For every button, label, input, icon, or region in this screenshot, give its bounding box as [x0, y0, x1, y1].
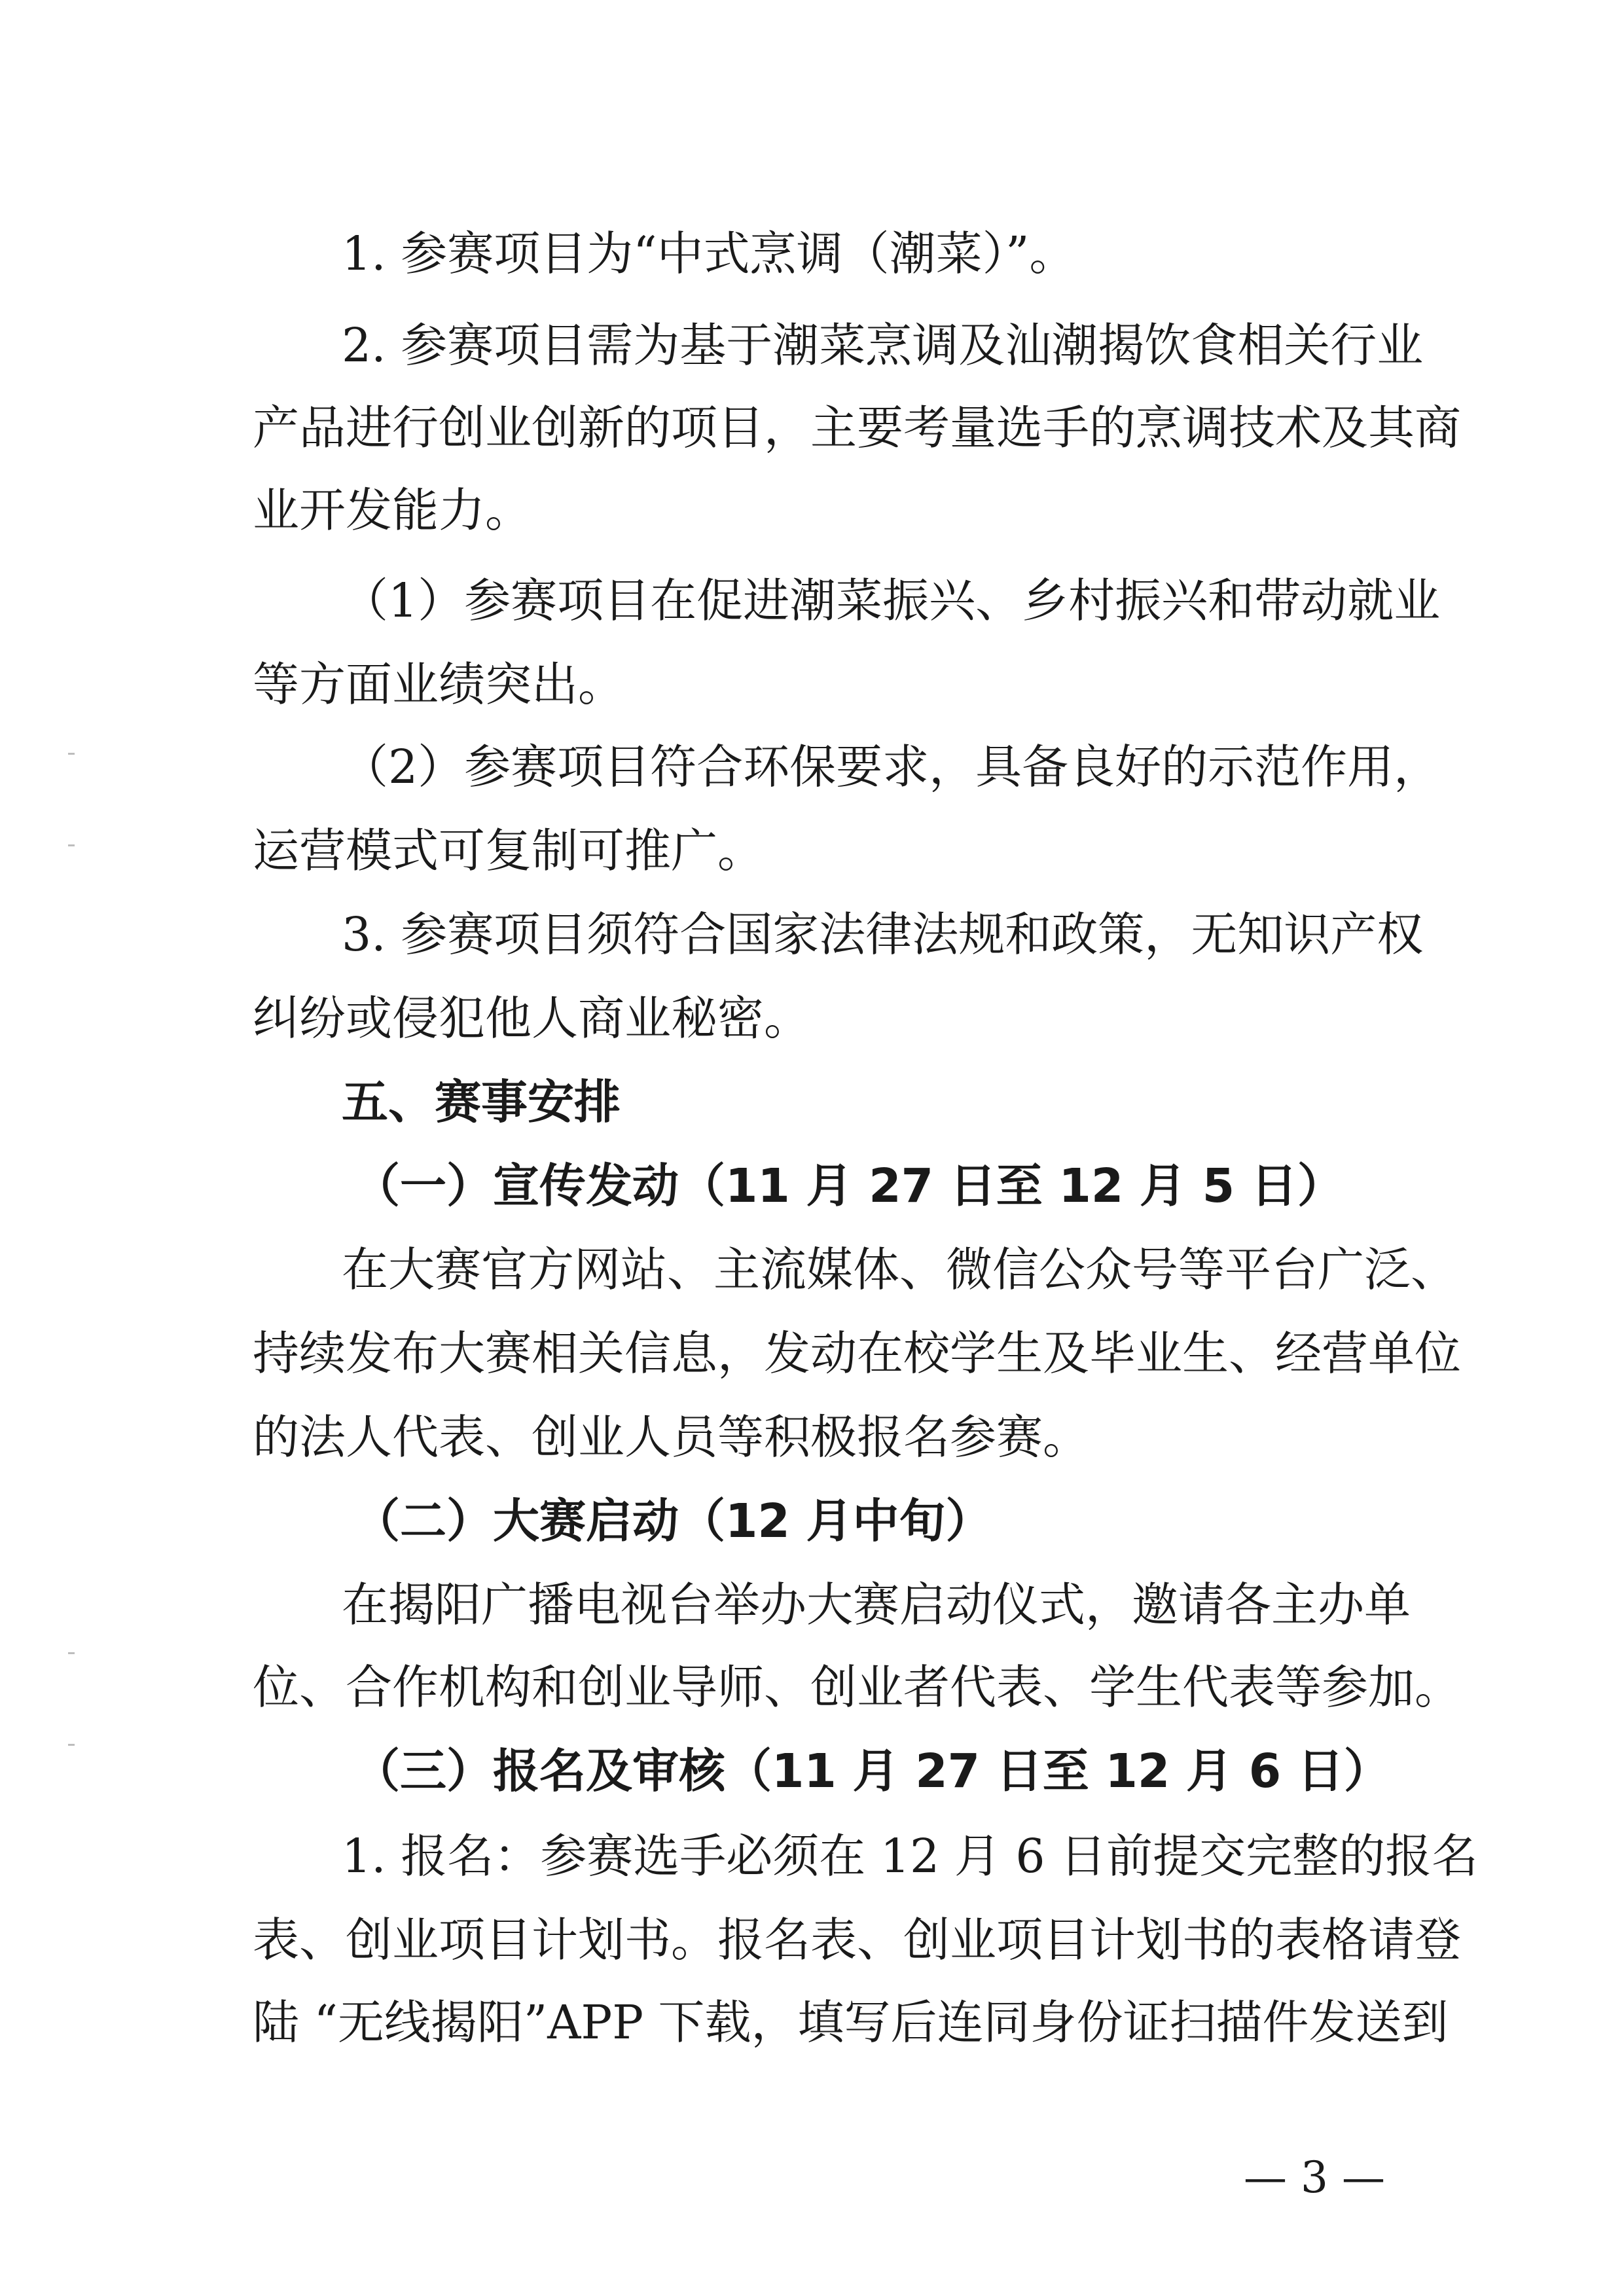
scan-mark [68, 1744, 75, 1746]
paragraph-3-line-1: （1）参赛项目在促进潮菜振兴、乡村振兴和带动就业 [342, 573, 1441, 628]
page-number: — 3 — [1244, 2152, 1385, 2203]
paragraph-4-line-2: 运营模式可复制可推广。 [253, 823, 765, 878]
subsection-1-heading: （一）宣传发动（11 月 27 日至 12 月 5 日） [353, 1159, 1344, 1213]
scan-mark [68, 1652, 75, 1654]
scan-mark [68, 753, 75, 755]
subsection-2-heading: （二）大赛启动（12 月中旬） [353, 1494, 992, 1548]
paragraph-7-line-1: 在揭阳广播电视台举办大赛启动仪式，邀请各主办单 [342, 1578, 1411, 1632]
paragraph-2-line-3: 业开发能力。 [253, 483, 532, 537]
paragraph-5-line-2: 纠纷或侵犯他人商业秘密。 [253, 991, 811, 1045]
paragraph-8-line-2: 表、创业项目计划书。报名表、创业项目计划书的表格请登 [253, 1913, 1462, 1967]
section-heading: 五、赛事安排 [342, 1075, 621, 1129]
scan-mark [68, 844, 75, 846]
paragraph-3-line-2: 等方面业绩突出。 [253, 657, 625, 712]
paragraph-2-line-1: 2. 参赛项目需为基于潮菜烹调及汕潮揭饮食相关行业 [342, 318, 1424, 372]
subsection-3-heading: （三）报名及审核（11 月 27 日至 12 月 6 日） [353, 1744, 1390, 1798]
paragraph-6-line-3: 的法人代表、创业人员等积极报名参赛。 [253, 1410, 1090, 1464]
paragraph-6-line-1: 在大赛官方网站、主流媒体、微信公众号等平台广泛、 [342, 1242, 1458, 1297]
paragraph-2-line-2: 产品进行创业创新的项目，主要考量选手的烹调技术及其商 [253, 401, 1462, 455]
paragraph-7-line-2: 位、合作机构和创业导师、创业者代表、学生代表等参加。 [253, 1660, 1462, 1714]
paragraph-8-line-1: 1. 报名：参赛选手必须在 12 月 6 日前提交完整的报名 [342, 1829, 1479, 1883]
paragraph-1-line-1: 1. 参赛项目为“中式烹调（潮菜）”。 [342, 226, 1076, 281]
paragraph-8-line-3: 陆 “无线揭阳”APP 下载，填写后连同身份证扫描件发送到 [253, 1995, 1449, 2050]
paragraph-5-line-1: 3. 参赛项目须符合国家法律法规和政策，无知识产权 [342, 907, 1424, 962]
paragraph-6-line-2: 持续发布大赛相关信息，发动在校学生及毕业生、经营单位 [253, 1326, 1462, 1381]
paragraph-4-line-1: （2）参赛项目符合环保要求，具备良好的示范作用， [342, 740, 1441, 794]
